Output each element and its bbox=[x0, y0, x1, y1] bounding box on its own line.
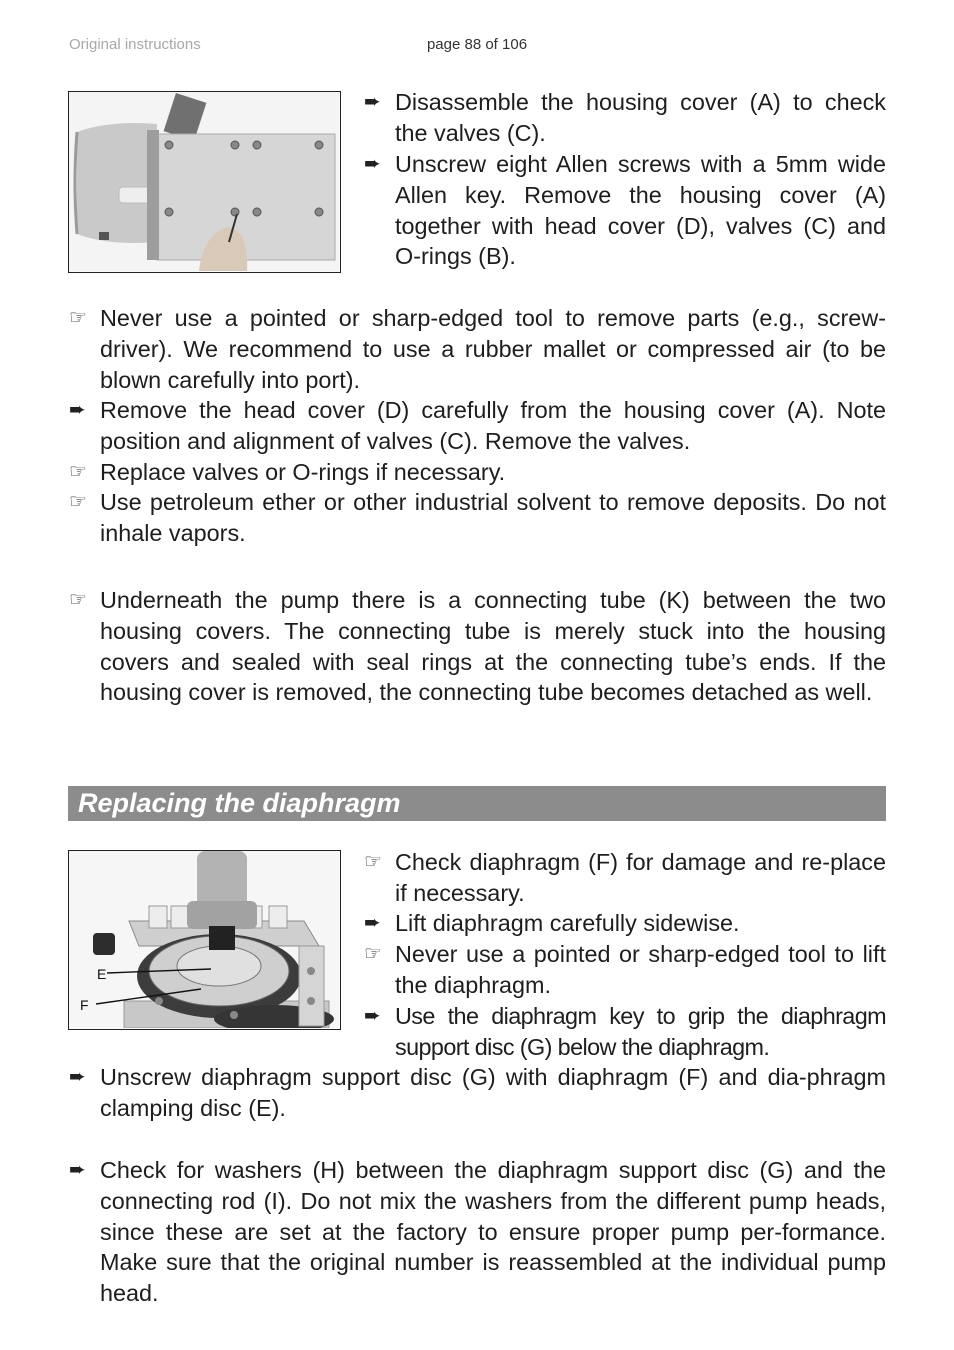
arrow-right-icon: ➨ bbox=[364, 153, 381, 175]
list-item: ☞ Never use a pointed or sharp-edged tool to lift the diaphragm. bbox=[364, 941, 886, 998]
pump-housing-photo bbox=[68, 91, 341, 273]
arrow-right-icon: ➨ bbox=[69, 1066, 86, 1088]
header-left: Original instructions bbox=[69, 36, 201, 53]
list-item: ➨ Disassemble the housing cover (A) to check the valves (C). bbox=[364, 89, 886, 146]
pointing-hand-icon: ☞ bbox=[364, 851, 382, 873]
label-f: F bbox=[80, 997, 89, 1013]
list-item: ☞ Underneath the pump there is a connecting tube (K) between the two housing covers. The connecting tube is merely stuck into the housing covers and sealed with seal rings at the connecting tube’s ends. If the housing cover is removed, the connecting tube becomes detached as well. bbox=[69, 587, 886, 706]
list-item: ☞ Never use a pointed or sharp-edged tool to remove parts (e.g., screw-driver). We recommend to use a rubber mallet or compressed air (to be blown carefully into port). bbox=[69, 305, 886, 393]
list-item: ☞ Replace valves or O-rings if necessary. bbox=[69, 457, 886, 488]
pointing-hand-icon: ☞ bbox=[69, 461, 87, 483]
pointing-hand-icon: ☞ bbox=[69, 491, 87, 513]
section-title: Replacing the diaphragm bbox=[78, 788, 401, 818]
label-e: E bbox=[97, 966, 107, 982]
list-item: ➨ Lift diaphragm carefully sidewise. bbox=[364, 908, 886, 939]
arrow-right-icon: ➨ bbox=[69, 399, 86, 421]
list-item: ➨ Unscrew diaphragm support disc (G) with diaphragm (F) and dia-phragm clamping disc (E). bbox=[69, 1064, 886, 1121]
pointing-hand-icon: ☞ bbox=[364, 943, 382, 965]
list-item: ➨ Unscrew eight Allen screws with a 5mm wide Allen key. Remove the housing cover (A) together with head cover (D), valves (C) and O-rings (B). bbox=[364, 151, 886, 270]
arrow-right-icon: ➨ bbox=[69, 1159, 86, 1181]
list-item: ☞ Check diaphragm (F) for damage and re-place if necessary. bbox=[364, 849, 886, 906]
pointing-hand-icon: ☞ bbox=[69, 307, 87, 329]
arrow-right-icon: ➨ bbox=[364, 912, 381, 934]
diaphragm-photo bbox=[68, 850, 341, 1030]
section-heading-bar bbox=[68, 786, 886, 821]
list-item: ☞ Use petroleum ether or other industrial solvent to remove deposits. Do not inhale vapors. bbox=[69, 489, 886, 546]
arrow-right-icon: ➨ bbox=[364, 91, 381, 113]
list-item: ➨ Use the diaphragm key to grip the diaphragm support disc (G) below the diaphragm. bbox=[364, 1003, 886, 1060]
arrow-right-icon: ➨ bbox=[364, 1005, 381, 1027]
list-item: ➨ Check for washers (H) between the diaphragm support disc (G) and the connecting rod (I). Do not mix the washers from the different pump heads, since these are set at the factory to ensure proper pump per-formance. Make sure that the original number is reassembled at the individual pump head. bbox=[69, 1157, 886, 1307]
list-item: ➨ Remove the head cover (D) carefully from the housing cover (A). Note position and alignment of valves (C). Remove the valves. bbox=[69, 397, 886, 454]
pointing-hand-icon: ☞ bbox=[69, 589, 87, 611]
page-number: page 88 of 106 bbox=[426, 36, 528, 53]
